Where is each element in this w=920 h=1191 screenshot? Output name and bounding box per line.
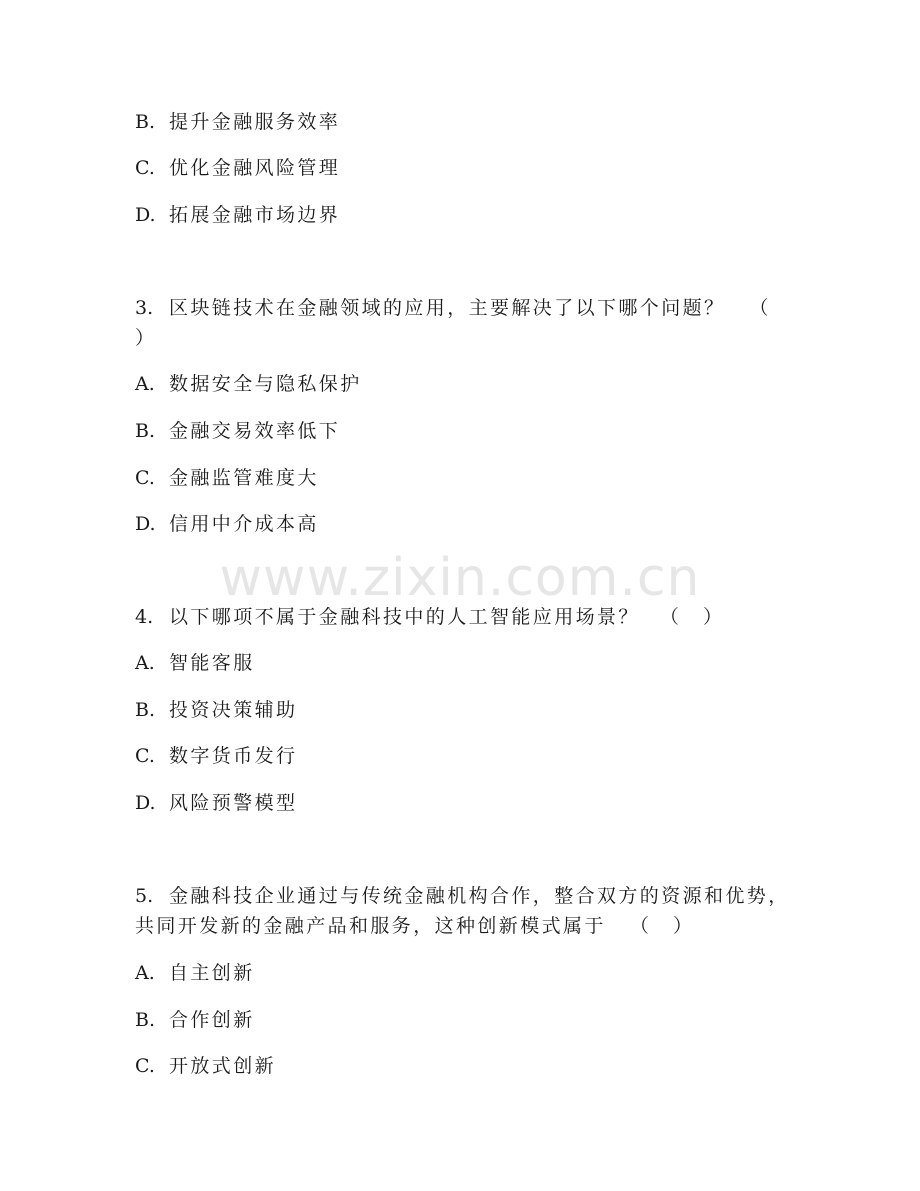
question-text: 金融科技企业通过与传统金融机构合作，整合双方的资源和优势， [169,885,790,907]
option-letter: A. [135,652,155,674]
question-number: 4. [135,606,154,628]
option-text: 优化金融风险管理 [169,157,341,179]
question-text: 区块链技术在金融领域的应用，主要解决了以下哪个问题？ [169,297,726,319]
option-letter: B. [135,699,156,721]
option-letter: D. [135,792,156,814]
q3-option-c [135,466,319,490]
question-5 [135,884,790,908]
q5-option-a [135,961,255,985]
question-5-line-2 [135,914,692,938]
option-text: 数字货币发行 [169,745,298,767]
option-text: 金融监管难度大 [169,467,319,489]
option-letter: C. [135,745,155,767]
option-letter: B. [135,111,156,133]
q5-option-b [135,1008,255,1032]
option-letter: C. [135,467,155,489]
q4-option-a [135,651,255,675]
option-text: 智能客服 [169,652,255,674]
option-letter: D. [135,204,156,226]
option-text: 提升金融服务效率 [169,111,341,133]
question-3 [135,296,768,320]
option-letter: C. [135,157,155,179]
q3-option-b [135,419,340,443]
answer-paren: （ ） [629,915,692,937]
q4-option-d [135,791,297,815]
option-text: 自主创新 [169,962,255,984]
option-letter: D. [135,513,156,535]
question-text: 共同开发新的金融产品和服务，这种创新模式属于 [135,915,606,937]
q3-option-d [135,512,319,536]
q3-option-a [135,372,362,396]
answer-paren: （ ） [659,606,722,628]
question-number: 3. [135,297,154,319]
option-text: 开放式创新 [169,1055,277,1077]
option-text: 风险预警模型 [169,792,298,814]
watermark: www.zixin.com.cn [219,548,701,608]
option-text: 金融交易效率低下 [169,420,341,442]
option-letter: B. [135,420,156,442]
option-letter: A. [135,962,155,984]
q2-option-c [135,156,340,180]
option-letter: B. [135,1009,156,1031]
option-text: 投资决策辅助 [169,699,298,721]
question-number: 5. [135,885,154,907]
answer-paren-open: （ [749,297,769,319]
question-4 [135,605,722,629]
q4-option-b [135,698,297,722]
answer-paren-close: ） [135,327,155,349]
question-text: 以下哪项不属于金融科技中的人工智能应用场景？ [169,606,640,628]
q5-option-c [135,1054,276,1078]
option-letter: C. [135,1055,155,1077]
q2-option-b [135,110,340,134]
option-letter: A. [135,373,155,395]
option-text: 数据安全与隐私保护 [169,373,362,395]
option-text: 信用中介成本高 [169,513,319,535]
option-text: 拓展金融市场边界 [169,204,341,226]
q2-option-d [135,203,340,227]
question-3-paren-close-line [135,326,154,350]
option-text: 合作创新 [169,1009,255,1031]
q4-option-c [135,744,297,768]
